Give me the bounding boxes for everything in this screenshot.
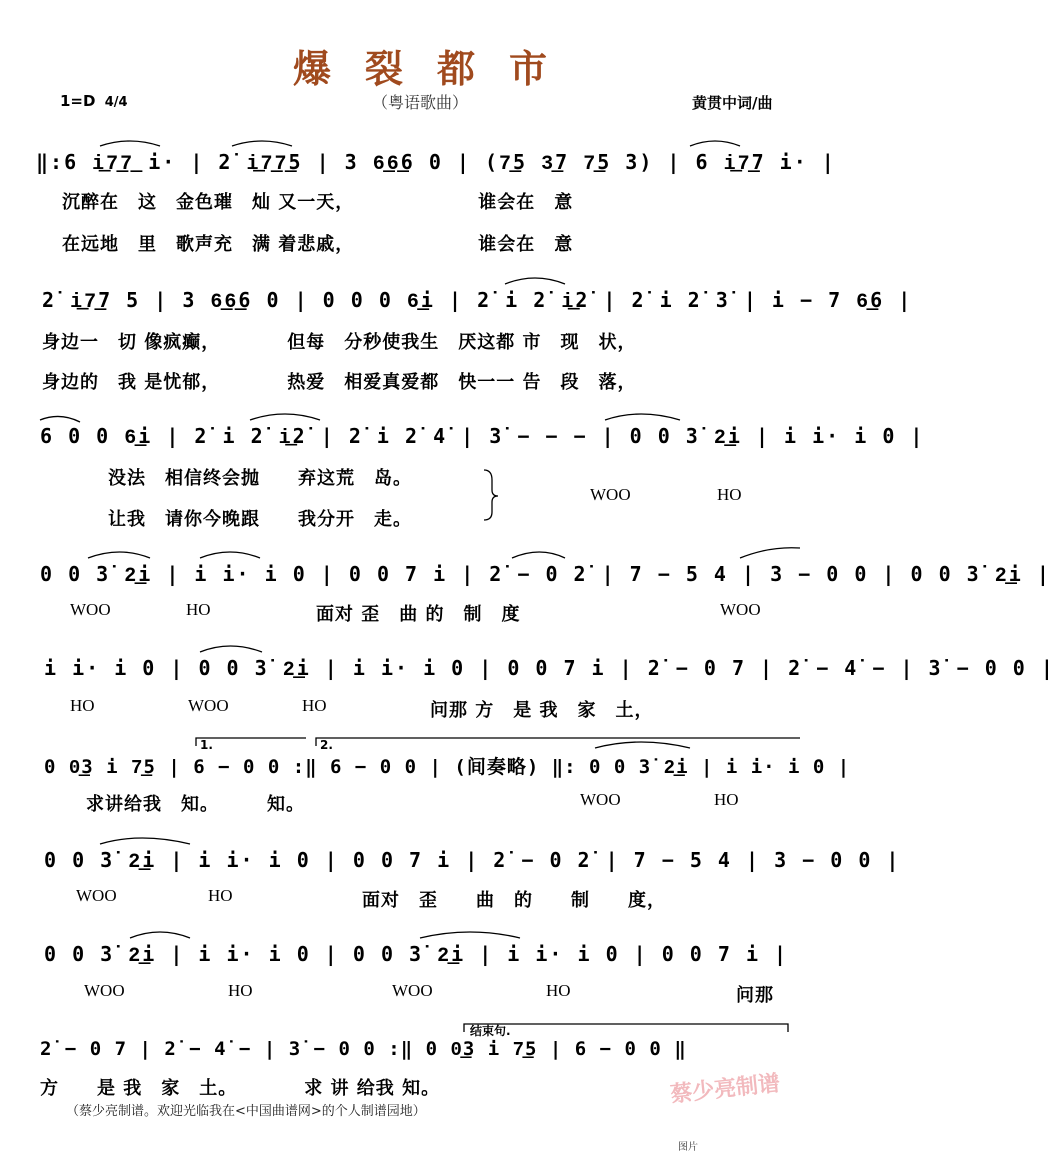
- lyric-line-7: 面对 歪 曲 的 制 度，: [362, 890, 666, 911]
- lyric-line-2a: 身边一 切 像疯癫， 但每 分秒使我生 厌这都 市 现 状，: [42, 332, 637, 353]
- vocal-ho: HO: [302, 696, 327, 715]
- vocal-woo: WOO: [590, 485, 631, 504]
- notation-line-1: ‖:6 i͟7͟7͟ i· | 2̇ i͟7͟7͟5 | 3 6͟6͟6 0 | (7͟5 3͟7 7͟5 3) | 6 i͟7͟7 i· |: [36, 150, 836, 174]
- vocal-ho: HO: [208, 886, 233, 905]
- slur: [100, 838, 190, 844]
- slur: [740, 548, 800, 558]
- slur: [512, 552, 565, 558]
- lyric-line-3b: 让我 请你今晚跟 我分开 走。: [108, 509, 412, 530]
- volta-first: 1.: [200, 738, 213, 752]
- vocal-woo: WOO: [70, 600, 111, 619]
- watermark: 蔡少亮制谱: [669, 1071, 782, 1108]
- ending-bracket: [464, 1024, 788, 1032]
- lyric-line-8: 问那: [736, 985, 774, 1006]
- vocal-woo: WOO: [720, 600, 761, 619]
- volta-second: 2.: [320, 738, 333, 752]
- vocal-woo: WOO: [580, 790, 621, 809]
- vocal-woo: WOO: [76, 886, 117, 905]
- side-mark: 图片: [678, 1142, 698, 1153]
- brace: [484, 470, 498, 520]
- slur: [232, 141, 292, 146]
- ending-label: 结束句.: [470, 1024, 511, 1038]
- vocal-woo: WOO: [188, 696, 229, 715]
- volta-bracket: [316, 738, 800, 746]
- vocal-ho: HO: [546, 981, 571, 1000]
- slur: [200, 646, 262, 652]
- time-signature: 4/4: [104, 95, 128, 110]
- vocal-woo: WOO: [84, 981, 125, 1000]
- lyric-line-1a: 沉醉在 这 金色璀 灿 又一天， 谁会在 意: [62, 192, 574, 213]
- notation-line-2: 2̇ i͟7͟7 5 | 3 6͟6͟6 0 | 0 0 0 6͟i | 2̇ i 2̇ i͟2̇ | 2̇ i 2̇ 3̇ | i − 7 6͟6 |: [42, 288, 913, 312]
- lyric-line-9: 方 是 我 家 土。 求 讲 给我 知。: [40, 1078, 441, 1099]
- slur: [130, 932, 190, 938]
- slur: [595, 742, 690, 748]
- vocal-ho: HO: [714, 790, 739, 809]
- page-title: 爆裂都市: [292, 46, 581, 91]
- lyric-line-4: 面对 歪 曲 的 制 度: [316, 604, 521, 625]
- notation-line-6: 0 0͟3 i 7͟5 | 6 − 0 0 :‖ 6 − 0 0 | (间奏略) ‖: 0 0 3̇ 2͟i | i i· i 0 |: [44, 756, 851, 778]
- volta-bracket: [196, 738, 306, 746]
- vocal-ho: HO: [228, 981, 253, 1000]
- credit: 黄贯中词/曲: [692, 94, 773, 112]
- notation-line-7: 0 0 3̇ 2͟i | i i· i 0 | 0 0 7 i | 2̇ − 0 2̇ | 7 − 5 4 | 3 − 0 0 |: [44, 848, 901, 872]
- lyric-line-5: 问那 方 是 我 家 土，: [430, 700, 654, 721]
- vocal-ho: HO: [70, 696, 95, 715]
- slur: [250, 414, 320, 420]
- notation-line-4: 0 0 3̇ 2͟i | i i· i 0 | 0 0 7 i | 2̇ − 0 2̇ | 7 − 5 4 | 3 − 0 0 | 0 0 3̇ 2͟i |: [40, 562, 1051, 586]
- slur: [505, 278, 565, 284]
- vocal-ho: HO: [717, 485, 742, 504]
- slur: [100, 141, 160, 146]
- lyric-line-2b: 身边的 我 是忧郁， 热爱 相爱真爱都 快一一 告 段 落，: [42, 372, 637, 393]
- key-signature: 1=D 4/4: [60, 92, 128, 110]
- slur: [420, 932, 520, 938]
- lyric-line-6: 求讲给我 知。 知。: [86, 794, 305, 815]
- slur: [690, 141, 740, 146]
- notation-line-3: 6 0 0 6͟i | 2̇ i 2̇ i͟2̇ | 2̇ i 2̇ 4̇ | 3̇ − − − | 0 0 3̇ 2͟i | i i· i 0 |: [40, 424, 925, 448]
- notation-line-9: 2̇ − 0 7 | 2̇ − 4̇ − | 3̇ − 0 0 :‖ 0 0͟3 i 7͟5 | 6 − 0 0 ‖: [40, 1038, 687, 1060]
- vocal-woo: WOO: [392, 981, 433, 1000]
- slur: [200, 552, 260, 558]
- slur: [40, 416, 80, 422]
- notation-line-5: i i· i 0 | 0 0 3̇ 2͟i | i i· i 0 | 0 0 7 i | 2̇ − 0 7 | 2̇ − 4̇ − | 3̇ − 0 0 |: [44, 656, 1055, 680]
- footer-note: （蔡少亮制谱。欢迎光临我在<中国曲谱网>的个人制谱园地）: [66, 1104, 426, 1119]
- slur: [605, 414, 680, 420]
- vocal-ho: HO: [186, 600, 211, 619]
- lyric-line-1b: 在远地 里 歌声充 满 着悲戚， 谁会在 意: [62, 234, 574, 255]
- notation-line-8: 0 0 3̇ 2͟i | i i· i 0 | 0 0 3̇ 2͟i | i i· i 0 | 0 0 7 i |: [44, 942, 789, 966]
- lyric-line-3a: 没法 相信终会抛 弃这荒 岛。: [108, 468, 412, 489]
- subtitle: （粤语歌曲）: [371, 93, 468, 112]
- slur: [88, 552, 150, 558]
